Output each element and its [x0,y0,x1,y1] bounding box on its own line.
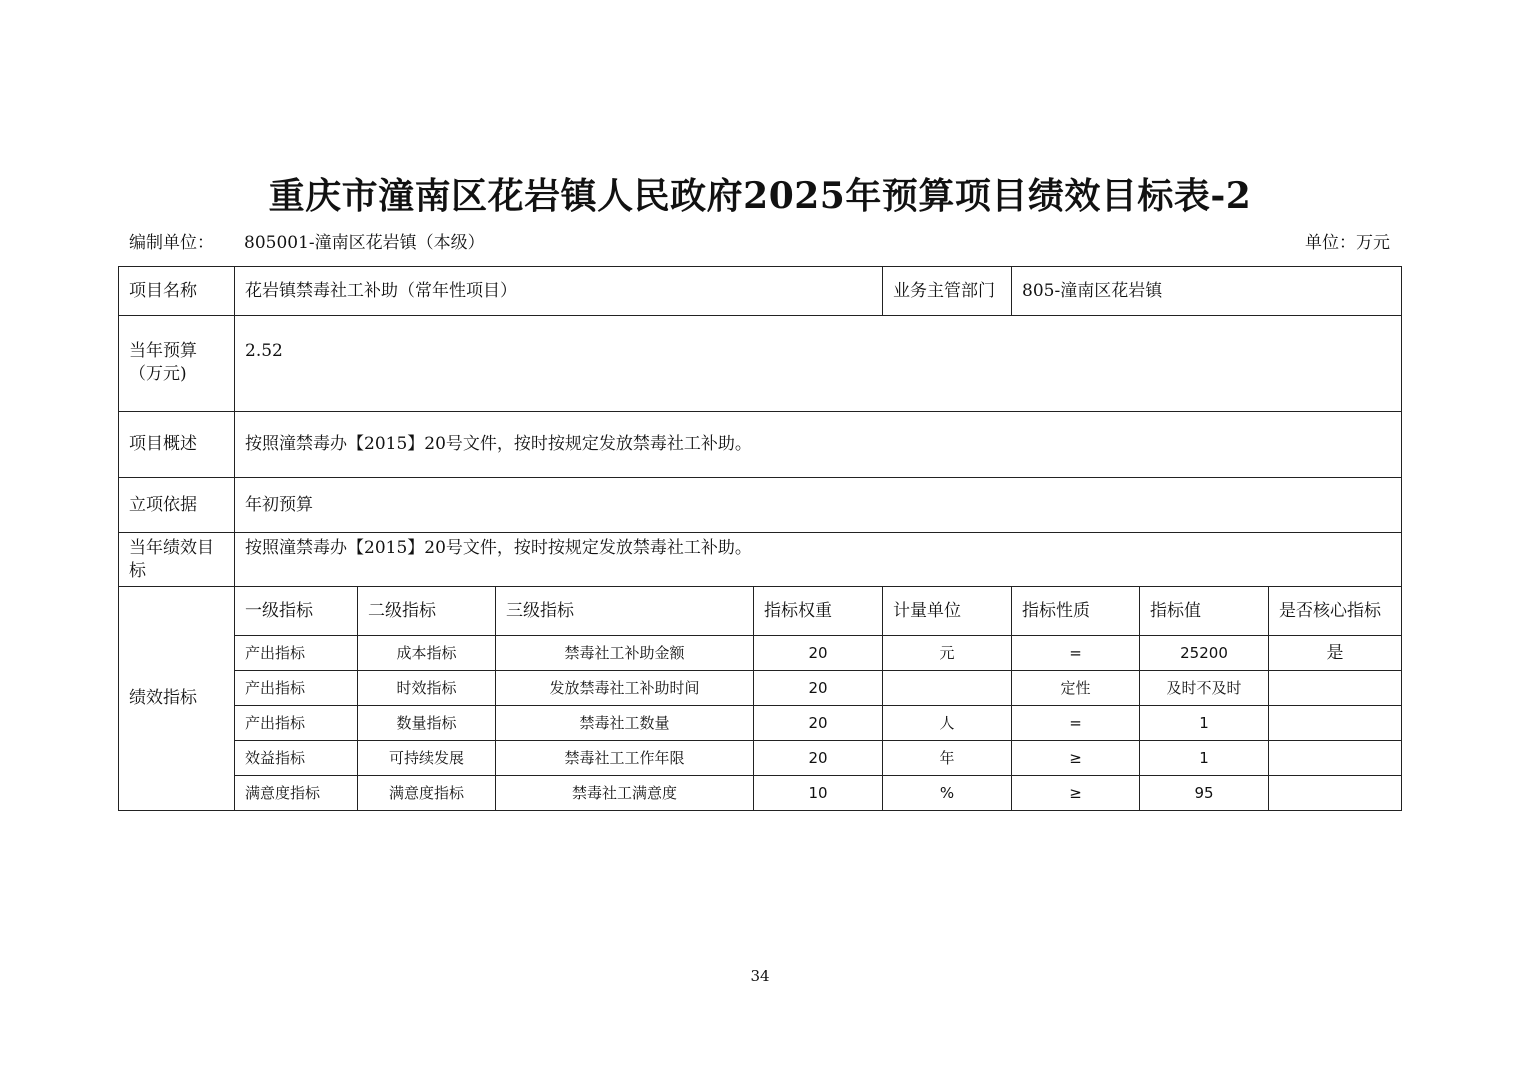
cell-weight: 20 [754,741,883,776]
header-cell: 一级指标 [235,587,358,636]
row-goal [119,533,1402,587]
cell-nature: ≥ [1012,741,1140,776]
cell-value: 95 [1140,776,1269,811]
cell-value: 1 [1140,706,1269,741]
cell-core: 是 [1269,636,1402,671]
cell-level3: 禁毒社工数量 [496,706,754,741]
table-row [119,741,1402,776]
unit-label: 编制单位： [129,233,214,253]
cell-level3: 禁毒社工补助金额 [496,636,754,671]
header-cell: 是否核心指标 [1269,587,1402,636]
cell-unit: 人 [883,706,1012,741]
cell-level1: 满意度指标 [235,776,358,811]
cell-core [1269,706,1402,741]
budget-label: 当年预算（万元) [119,316,235,412]
indicators-label: 绩效指标 [119,587,235,811]
cell-level2: 时效指标 [358,671,496,706]
header-cell: 三级指标 [496,587,754,636]
row-project-name [119,267,1402,316]
goal-label: 当年绩效目标 [119,533,235,587]
cell-core [1269,741,1402,776]
dept-label: 业务主管部门 [883,267,1012,316]
cell-nature: = [1012,706,1140,741]
cell-level3: 禁毒社工满意度 [496,776,754,811]
cell-value: 25200 [1140,636,1269,671]
cell-weight: 20 [754,706,883,741]
cell-level2: 满意度指标 [358,776,496,811]
currency-unit: 单位：万元 [1305,233,1390,253]
cell-unit [883,671,1012,706]
table-row [119,706,1402,741]
basis-label: 立项依据 [119,478,235,533]
cell-value: 1 [1140,741,1269,776]
cell-level3: 发放禁毒社工补助时间 [496,671,754,706]
performance-table [118,266,1402,811]
cell-level1: 效益指标 [235,741,358,776]
project-name-label: 项目名称 [119,267,235,316]
cell-unit: % [883,776,1012,811]
cell-weight: 20 [754,636,883,671]
dept-value: 805-潼南区花岩镇 [1012,267,1402,316]
cell-weight: 20 [754,671,883,706]
table-row [119,776,1402,811]
cell-level1: 产出指标 [235,706,358,741]
budget-value: 2.52 [235,316,1402,412]
cell-unit: 元 [883,636,1012,671]
header-cell: 指标值 [1140,587,1269,636]
cell-weight: 10 [754,776,883,811]
header-cell: 指标权重 [754,587,883,636]
project-name-value: 花岩镇禁毒社工补助（常年性项目） [235,267,883,316]
row-basis [119,478,1402,533]
cell-level2: 可持续发展 [358,741,496,776]
overview-value: 按照潼禁毒办【2015】20号文件，按时按规定发放禁毒社工补助。 [235,412,1402,478]
header-cell: 二级指标 [358,587,496,636]
basis-value: 年初预算 [235,478,1402,533]
unit-value: 805001-潼南区花岩镇（本级） [244,233,485,253]
row-overview [119,412,1402,478]
cell-level2: 成本指标 [358,636,496,671]
indicator-header-row [119,587,1402,636]
row-budget [119,316,1402,412]
cell-core [1269,776,1402,811]
overview-label: 项目概述 [119,412,235,478]
cell-level1: 产出指标 [235,636,358,671]
cell-nature: = [1012,636,1140,671]
header-cell: 计量单位 [883,587,1012,636]
cell-level1: 产出指标 [235,671,358,706]
table-row [119,636,1402,671]
header-cell: 指标性质 [1012,587,1140,636]
cell-nature: 定性 [1012,671,1140,706]
cell-level2: 数量指标 [358,706,496,741]
cell-unit: 年 [883,741,1012,776]
table-row [119,671,1402,706]
page-number: 34 [750,967,770,985]
goal-value: 按照潼禁毒办【2015】20号文件，按时按规定发放禁毒社工补助。 [235,533,1402,587]
cell-level3: 禁毒社工工作年限 [496,741,754,776]
cell-core [1269,671,1402,706]
cell-nature: ≥ [1012,776,1140,811]
page-title: 重庆市潼南区花岩镇人民政府2025年预算项目绩效目标表-2 [268,175,1252,217]
cell-value: 及时不及时 [1140,671,1269,706]
